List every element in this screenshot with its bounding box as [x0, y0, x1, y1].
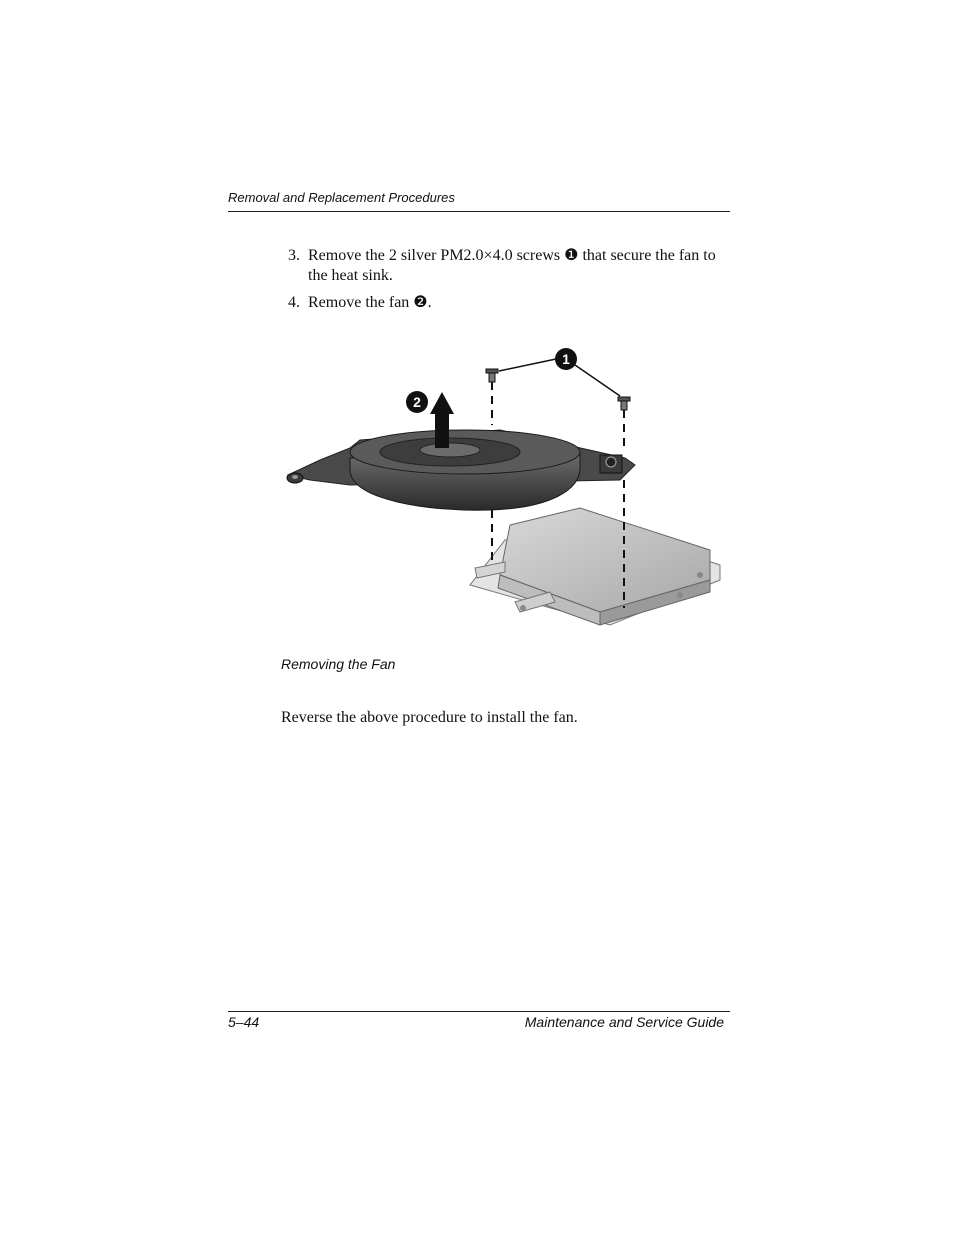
svg-text:2: 2 [413, 394, 421, 410]
guide-title: Maintenance and Service Guide [524, 1014, 724, 1030]
heat-sink [470, 508, 720, 625]
screw-right [618, 397, 630, 410]
step-text: Remove the fan ❷. [308, 294, 432, 311]
reinstall-note: Reverse the above procedure to install the fan. [281, 709, 578, 726]
page-number: 5–44 [228, 1014, 260, 1030]
callout-2 [406, 391, 428, 413]
svg-text:1: 1 [562, 351, 570, 367]
callout-1 [555, 348, 577, 370]
header-rule [228, 211, 730, 212]
fan-assembly [287, 430, 635, 510]
figure-caption: Removing the Fan [281, 656, 396, 672]
step-item [288, 246, 730, 286]
step-item [288, 293, 730, 313]
running-head: Removal and Replacement Procedures [228, 190, 455, 205]
footer-rule [228, 1011, 730, 1012]
step-number: 4. [288, 294, 300, 311]
step-number: 3. [288, 247, 300, 264]
screw-left [486, 369, 498, 382]
step-text: Remove the 2 silver PM2.0×4.0 screws ❶ that secure the fan to the heat sink. [308, 247, 716, 284]
procedure-steps [288, 246, 730, 320]
fan-removal-illustration [280, 340, 730, 630]
